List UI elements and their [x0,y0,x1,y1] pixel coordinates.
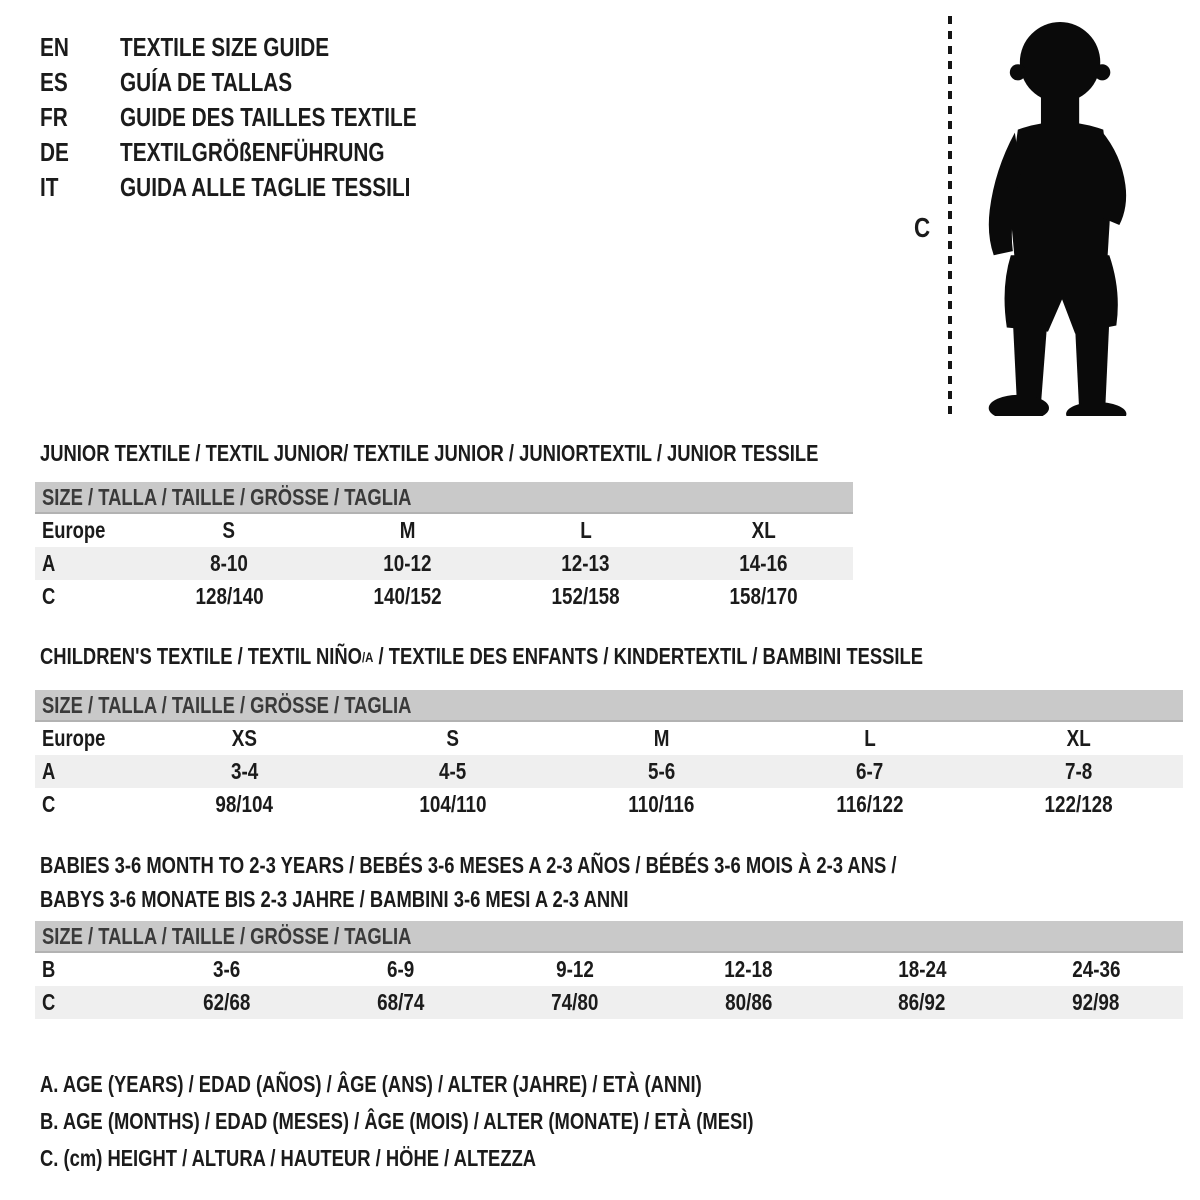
table-cell: 12-13 [561,550,610,576]
language-guide-title: GUÍA DE TALLAS [120,67,293,97]
table-cell: L [579,517,592,543]
table-cell: 98/104 [215,791,274,817]
table-cell: 140/152 [373,583,442,609]
height-measure-dashed-line [948,16,952,416]
table-row [35,755,1183,788]
childrens-textile-table-title [40,640,1144,674]
babies-textile-rows [35,953,1183,1019]
table-cell: 12-18 [724,956,773,982]
table-cell: 128/140 [195,583,264,609]
table-cell: 7-8 [1065,758,1093,784]
table-cell: 116/122 [836,791,904,817]
table-cell: XL [751,517,776,543]
legend-line-c: C. (cm) HEIGHT / ALTURA / HAUTEUR / HÖHE / ALTEZZA [40,1145,537,1171]
table-cell: 10-12 [383,550,432,576]
language-row [40,100,491,135]
legend-line-b: B. AGE (MONTHS) / EDAD (MESES) / ÂGE (MOIS) / ALTER (MONATE) / ETÀ (MESI) [40,1108,754,1134]
table-cell: 8-10 [210,550,248,576]
childrens-textile-rows [35,722,1183,821]
table-cell: 62/68 [203,989,251,1015]
language-row [40,170,491,205]
language-code: ES [40,67,68,97]
table-cell: 6-9 [387,956,415,982]
legend-line-a: A. AGE (YEARS) / EDAD (AÑOS) / ÂGE (ANS) / ALTER (JAHRE) / ETÀ (ANNI) [40,1071,702,1097]
table-cell: XS [231,725,257,751]
language-code: IT [40,172,59,202]
table-row [35,788,1183,821]
table-cell: 74/80 [550,989,599,1015]
toddler-silhouette-image [962,14,1134,416]
table-row [35,580,853,613]
height-measure-label-c: C [914,212,931,243]
junior-textile-table-title [40,436,1013,470]
babies-textile-table-title [40,848,1111,916]
table-row [35,986,1183,1019]
row-label: C [42,791,56,817]
table-cell: 18-24 [898,956,947,982]
table-cell: 92/98 [1072,989,1120,1015]
table-cell: 5-6 [647,758,676,784]
language-row [40,135,491,170]
table-cell: M [653,725,670,751]
table-cell: 122/128 [1044,791,1113,817]
row-label: C [42,583,56,609]
row-label: A [42,550,56,576]
junior-textile-rows [35,514,853,613]
table-cell: 110/116 [628,791,695,817]
table-cell: 104/110 [419,791,487,817]
size-header-label: SIZE / TALLA / TAILLE / GRÖSSE / TAGLIA [42,691,412,718]
language-code: FR [40,102,68,132]
row-label: B [42,956,56,982]
table-cell: 3-4 [230,758,258,784]
table-row [35,514,853,547]
size-header-bar [35,921,1183,953]
row-label: Europe [42,517,106,543]
table-cell: XL [1066,725,1091,751]
measurement-legend [40,1066,932,1177]
table-cell: 3-6 [213,956,241,982]
size-header-bar [35,482,853,514]
table-row [35,953,1183,986]
table-row [35,722,1183,755]
table-cell: S [222,517,236,543]
language-guide-title: GUIDA ALLE TAGLIE TESSILI [120,172,411,202]
childrens-textile-table [35,690,1183,821]
language-code: EN [40,32,69,62]
table-title-line: BABYS 3-6 MONATE BIS 2-3 JAHRE / BAMBINI 3-6 MESI A 2-3 ANNI [40,885,629,912]
table-title-line: BABIES 3-6 MONTH TO 2-3 YEARS / BEBÉS 3-6 MESES A 2-3 AÑOS / BÉBÉS 3-6 MOIS À 2-3 ANS / [40,851,897,878]
table-cell: 158/170 [729,583,798,609]
language-row [40,30,491,65]
row-label: C [42,989,56,1015]
table-cell: 4-5 [439,758,467,784]
babies-textile-table [35,921,1183,1019]
language-guide-title: GUIDE DES TAILLES TEXTILE [120,102,417,132]
table-cell: S [446,725,460,751]
row-label: Europe [42,725,106,751]
language-guide-title: TEXTILGRÖßENFÜHRUNG [120,137,385,167]
table-title-line: JUNIOR TEXTILE / TEXTIL JUNIOR/ TEXTILE JUNIOR / JUNIORTEXTIL / JUNIOR TESSILE [40,439,819,466]
size-header-bar [35,690,1183,722]
language-title-list [40,30,491,205]
table-title-line: CHILDREN'S TEXTILE / TEXTIL $NIÑO_{/A}$ / TEXTILE DES ENFANTS / KINDERTEXTIL / BAMBINI TESSILE [40,643,924,670]
table-cell: 9-12 [555,956,594,982]
size-header-label: SIZE / TALLA / TAILLE / GRÖSSE / TAGLIA [42,922,412,949]
language-row [40,65,491,100]
table-cell: 14-16 [739,550,788,576]
size-header-label: SIZE / TALLA / TAILLE / GRÖSSE / TAGLIA [42,483,412,510]
table-cell: 24-36 [1071,956,1121,982]
junior-textile-table [35,482,853,613]
language-code: DE [40,137,69,167]
table-cell: M [399,517,416,543]
table-row [35,547,853,580]
table-cell: 152/158 [551,583,620,609]
table-cell: 80/86 [724,989,772,1015]
table-cell: 86/92 [898,989,946,1015]
table-cell: L [864,725,876,751]
row-label: A [42,758,56,784]
language-guide-title: TEXTILE SIZE GUIDE [120,32,330,62]
table-cell: 6-7 [856,758,884,784]
table-cell: 68/74 [377,989,425,1015]
